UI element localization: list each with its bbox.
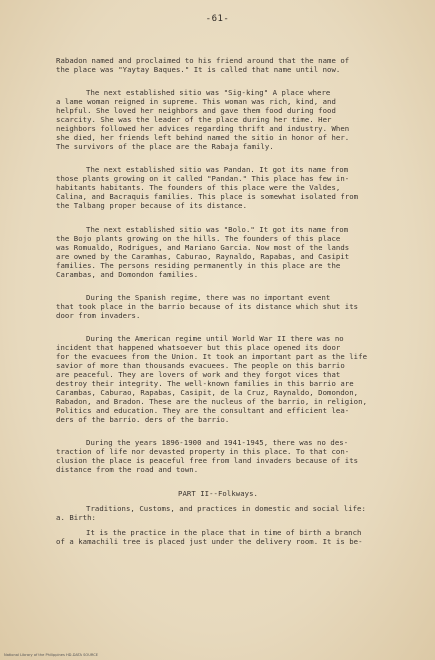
text-line: are owned by the Caramhas, Caburao, Raynaldo, Rapabas, and Casipit — [56, 252, 350, 261]
text-line: a. Birth: — [56, 513, 96, 522]
text-line: Carambas, Caburao, Rapabas, Casipit, de la Cruz, Raynaldo, Domondon, — [56, 388, 359, 397]
text-line: Politics and education. They are the consultant and efficient lea- — [56, 406, 350, 415]
text-line: the Talbang proper because of its distance. — [56, 201, 248, 210]
text-line: neighbors followed her advices regarding thrift and industry. When — [56, 124, 350, 133]
text-line: a lame woman reigned in supreme. This woman was rich, kind, and — [56, 97, 336, 106]
text-line: Carambas, and Domondon families. — [56, 270, 199, 279]
text-line: distance from the road and town. — [56, 465, 199, 474]
text-line: Rabadon named and proclaimed to his friend around that the name of — [56, 56, 350, 65]
text-line: destroy their integrity. The well-known families in this barrio are — [56, 379, 354, 388]
text-line: scarcity. She was the leader of the place during her time. Her — [56, 115, 332, 124]
text-line: Calina, and Bacraquis families. This place is somewhat isolated from — [56, 192, 359, 201]
text-line: that took place in the barrio because of its distance which shut its — [56, 302, 359, 311]
text-line: savior of more than thousands evacuees. The people on this barrio — [56, 361, 345, 370]
text-line: It is the practice in the place that in time of birth a branch — [86, 528, 362, 537]
text-line: are peaceful. They are lovers of work and they forgot vices that — [56, 370, 341, 379]
section-heading: PART II--Folkways. — [178, 489, 258, 498]
text-line: The next established sitio was Pandan. It got its name from — [86, 165, 349, 174]
text-line: the place was "Yaytay Baques." It is called that name until now. — [56, 65, 341, 74]
text-line: the Bojo plants growing on the hills. The founders of this place — [56, 234, 341, 243]
text-line: traction of life nor devasted property in this place. To that con- — [56, 447, 350, 456]
text-line: Traditions, Customs, and practices in domestic and social life: — [86, 504, 366, 513]
page-number: -61- — [205, 14, 230, 24]
text-line: The next established sitio was "Sig-king" A place where — [86, 88, 331, 97]
text-line: ders of the barrio. ders of the barrio. — [56, 415, 230, 424]
text-line: she died, her friends left behind named the sitio in honor of her. — [56, 133, 350, 142]
text-line: incident that happened whatsoever but this place opened its door — [56, 343, 341, 352]
text-line: clusion the place is peaceful free from land invaders because of its — [56, 456, 359, 465]
text-line: families. The persons residing permanently in this place are the — [56, 261, 341, 270]
text-line: The survivors of the place are the Rabaja family. — [56, 142, 274, 151]
text-line: for the evacuees from the Union. It took an important part as the life — [56, 352, 368, 361]
text-line: helpful. She loved her neighbors and gave them food during food — [56, 106, 336, 115]
text-line: The next established sitio was "Bolo." It got its name from — [86, 225, 349, 234]
text-line: Rabadon, and Bradon. These are the nucleus of the barrio, in religion, — [56, 397, 368, 406]
text-line: of a kamachili tree is placed just under the delivery room. It is be- — [56, 537, 363, 546]
text-line: During the American regime until World War II there was no — [86, 334, 344, 343]
text-line: those plants growing on it called "Pandan." This place has few in- — [56, 174, 350, 183]
text-line: door from invaders. — [56, 311, 141, 320]
text-line: was Romualdo, Rodrigues, and Mariano Garcia. Now most of the lands — [56, 243, 350, 252]
archive-footer: National Library of the Philippines HD-DATA SOURCE — [4, 653, 98, 657]
text-line: During the years 1896-1900 and 1941-1945, there was no des- — [86, 438, 349, 447]
text-line: habitants habitants. The founders of this place were the Valdes, — [56, 183, 341, 192]
text-line: During the Spanish regime, there was no important event — [86, 293, 331, 302]
